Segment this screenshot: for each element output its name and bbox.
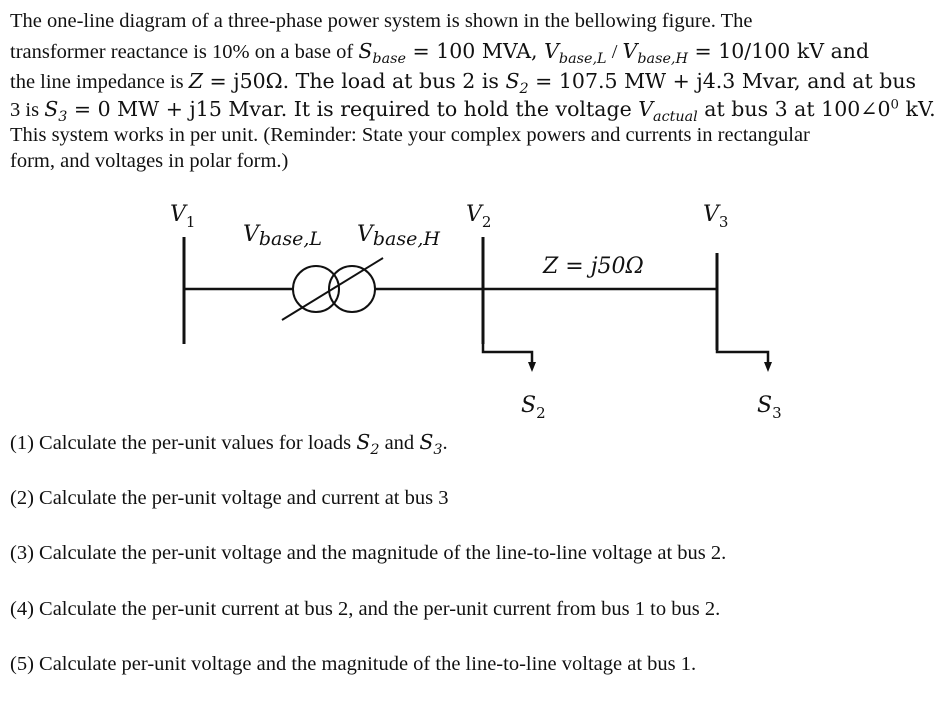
question-text: .: [442, 432, 448, 454]
problem-text: This system works in per unit. (Reminder: State your complex powers and currents in rectangular: [10, 124, 810, 146]
question-list: [10, 422, 940, 700]
question-4: (4) Calculate the per-unit current at bus 2, and the per-unit current from bus 1 to bus 2.: [10, 597, 721, 620]
degree-superscript: 0: [890, 97, 899, 113]
problem-text: kV.: [899, 97, 936, 121]
vbase-l-label: Vbase,L: [243, 222, 323, 250]
s2-symbol: $S_2$: [505, 69, 529, 98]
problem-text: transformer reactance is 10% on a base of: [10, 41, 359, 63]
v-base-h-symbol: $V_{base,H}$: [622, 39, 688, 68]
question-5: (5) Calculate per-unit voltage and the magnitude of the line-to-line voltage at bus 1.: [10, 653, 697, 675]
problem-text: = j50Ω. The load at bus 2 is: [203, 69, 506, 93]
v-actual-symbol: $V_{actual}$: [638, 97, 698, 126]
problem-text: = 0 MW + j15 Mvar. It is required to hold the voltage: [67, 97, 639, 121]
problem-text: The one-line diagram of a three-phase power system is shown in the bellowing figure. The: [10, 10, 753, 32]
problem-text: at bus 3 at 100∠0: [697, 97, 891, 121]
question-3: (3) Calculate the per-unit voltage and the magnitude of the line-to-line voltage at bus 2.: [10, 542, 727, 564]
slash: /: [606, 41, 623, 63]
s3-label: $S_3$: [757, 393, 782, 422]
problem-line-6: [10, 148, 945, 174]
question-1: [10, 422, 940, 478]
problem-statement: [10, 6, 945, 174]
one-line-diagram: [0, 195, 950, 430]
z-label: Z = j50Ω: [543, 254, 644, 279]
question-2: (2) Calculate the per-unit voltage and current at bus 3: [10, 486, 449, 509]
problem-text: 3 is: [10, 99, 45, 121]
problem-text: = 10/100 kV and: [688, 39, 870, 63]
load-s2-connector: [483, 344, 532, 363]
z-symbol: Z: [188, 69, 203, 93]
transformer-winding-high: [329, 266, 375, 312]
problem-text: = 107.5 MW + j4.3 Mvar, and at bus: [528, 69, 917, 93]
load-s2-arrow: [528, 362, 536, 372]
transformer-symbol: [282, 258, 383, 320]
problem-line-5: [10, 122, 945, 148]
v2-label: $V_2$: [466, 202, 492, 231]
vbase-h-label: Vbase,H: [357, 222, 440, 250]
s2-label: $S_2$: [521, 393, 546, 422]
s2-symbol: $S_2$: [356, 430, 380, 459]
question-text: and: [379, 432, 420, 454]
question-text: (1) Calculate the per-unit values for loads: [10, 432, 357, 454]
problem-text: = 100 MVA,: [405, 39, 545, 63]
s3-symbol: $S_3$: [44, 97, 68, 126]
problem-line-3: [10, 66, 945, 96]
problem-text: the line impedance is: [10, 71, 189, 93]
load-s3-connector: [717, 350, 768, 363]
problem-line-2: [10, 36, 945, 66]
problem-line-1: [10, 6, 945, 36]
v-base-l-symbol: $V_{base,L}$: [544, 39, 607, 68]
s-base-symbol: $S_{base}$: [358, 39, 406, 68]
s3-symbol: $S_3$: [419, 430, 443, 459]
v1-label: $V_1$: [170, 202, 196, 231]
load-s3-arrow: [764, 362, 772, 372]
v3-label: $V_3$: [703, 202, 729, 231]
problem-line-4: [10, 96, 945, 126]
transformer-slash: [282, 258, 383, 320]
problem-text: form, and voltages in polar form.): [10, 150, 289, 172]
